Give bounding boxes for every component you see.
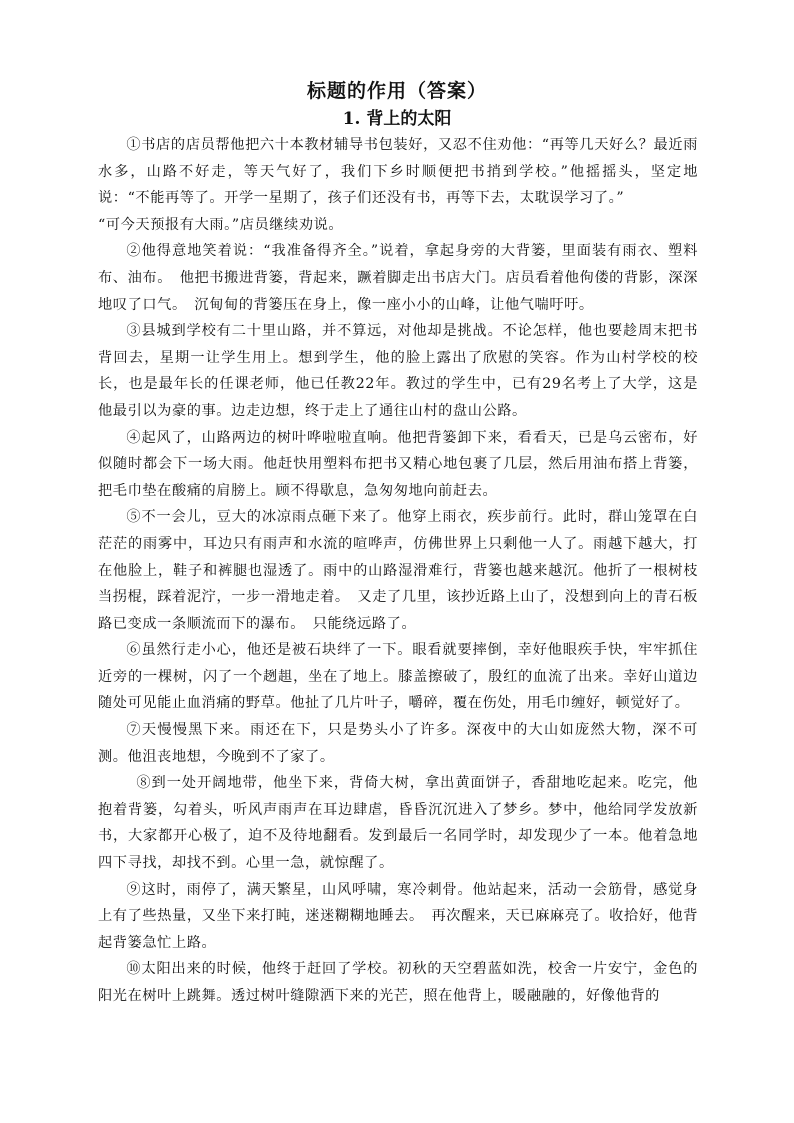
- paragraph-4: ④起风了，山路两边的树叶哗啦啦直响。他把背篓卸下来，看看天，已是乌云密布，好似随时都会下一场大雨。他赶快用塑料布把书又精心地包裹了几层，然后用油布搭上背篓，把毛巾垫在酸痛的肩膀上。顾不得歇息，急匆匆地向前赶去。: [98, 429, 698, 499]
- paragraph-1-continued: “可今天预报有大雨。”店员继续劝说。: [98, 216, 344, 233]
- paragraph-10: ⑩太阳出来的时候，他终于赶回了学校。初秋的天空碧蓝如洗，校舍一片安宁，金色的阳光在树叶上跳舞。透过树叶缝隙洒下来的光芒，照在他背上，暖融融的，好像他背的: [98, 961, 698, 1004]
- document-title: 标题的作用（答案）: [306, 80, 487, 102]
- paragraph-6: ⑥虽然行走小心，他还是被石块绊了一下。眼看就要摔倒，幸好他眼疾手快，牢牢抓住近旁的一棵树，闪了一个趔趄，坐在了地上。膝盖擦破了，殷红的血流了出来。幸好山道边随处可见能止血消痛的野草。他扯了几片叶子，嚼碎，覆在伤处，用毛巾缠好，顿觉好了。: [98, 642, 698, 712]
- paragraph-7: ⑦天慢慢黑下来。雨还在下，只是势头小了许多。深夜中的大山如庞然大物，深不可测。他沮丧地想，今晚到不了家了。: [98, 722, 698, 765]
- paragraph-3: ③县城到学校有二十里山路，并不算远，对他却是挑战。不论怎样，他也要趁周末把书背回去，星期一让学生用上。想到学生，他的脸上露出了欣慰的笑容。作为山村学校的校长，也是最年长的任课老师，他已任教22年。教过的学生中，已有29名考上了大学，这是他最引以为豪的事。边走边想，终于走上了通往山村的盘山公路。: [98, 323, 698, 419]
- story-body: [98, 132, 698, 1010]
- paragraph-9: ⑨这时，雨停了，满天繁星，山风呼啸，寒冷刺骨。他站起来，活动一会筋骨，感觉身上有了些热量，又坐下来打盹，迷迷糊糊地睡去。 再次醒来，天已麻麻亮了。收拾好，他背起背篓急忙上路。: [98, 881, 698, 951]
- paragraph-2: ②他得意地笑着说：“我准备得齐全。”说着，拿起身旁的大背篓，里面装有雨衣、塑料布、油布。 他把书搬进背篓，背起来，蹶着脚走出书店大门。店员看着他佝偻的背影，深深地叹了口气。 沉甸甸的背篓压在身上，像一座小小的山峰，让他气喘吁吁。: [98, 243, 698, 313]
- paragraph-1: ①书店的店员帮他把六十本教材辅导书包装好，又忍不住劝他：“再等几天好么？最近雨水多，山路不好走，等天气好了，我们下乡时顺便把书捎到学校。”他摇摇头，坚定地说：“不能再等了。开学一星期了，孩子们还没有书，再等下去，太耽误学习了。”: [98, 137, 698, 207]
- story-title: 1. 背上的太阳: [342, 109, 452, 129]
- paragraph-5: ⑤不一会儿，豆大的冰凉雨点砸下来了。他穿上雨衣，疾步前行。此时，群山笼罩在白茫茫的雨雾中，耳边只有雨声和水流的喧哗声，仿佛世界上只剩他一人了。雨越下越大，打在他脸上，鞋子和裤腿也湿透了。雨中的山路湿滑难行，背篓也越来越沉。他折了一根树枝当拐棍，踩着泥泞，一步一滑地走着。 又走了几里，该抄近路上山了，没想到向上的青石板路已变成一条顺流而下的瀑布。 只能绕远路了。: [98, 509, 698, 632]
- paragraph-8: ⑧到一处开阔地带，他坐下来，背倚大树，拿出黄面饼子，香甜地吃起来。吃完，他抱着背篓，勾着头，听风声雨声在耳边肆虐，昏昏沉沉进入了梦乡。梦中，他给同学发放新书，大家都开心极了，迫不及待地翻看。发到最后一名同学时，却发现少了一本。他着急地四下寻找，却找不到。心里一急，就惊醒了。: [98, 775, 698, 872]
